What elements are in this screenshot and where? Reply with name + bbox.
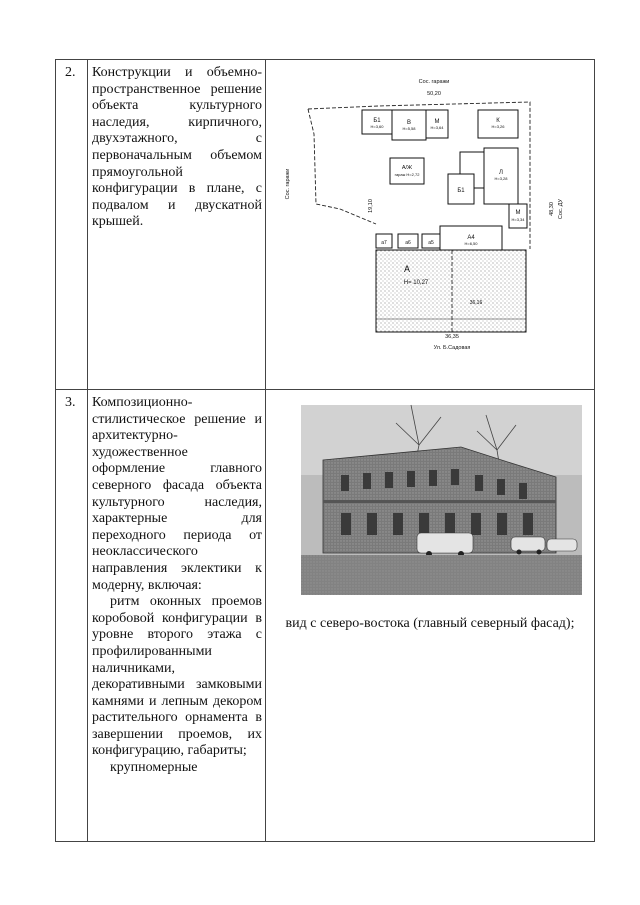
facade-photo <box>301 405 582 595</box>
description-paragraph: Композиционно-стилистическое решение и архитектурно-художественное оформление главного северного фасада объекта культурного наследия, характерные для переходного периода от неоклассического направления эклектики к модерну, включая: <box>92 395 262 593</box>
description-paragraph: ритм оконных проемов коробовой конфигурации в уровне второго этажа с профилированными наличниками, декоративными замковыми камнями и лепным декором растительного орнамента в завершении проемов, их конфигурацию, габариты; <box>92 594 262 759</box>
block-height: Н=3,28 <box>494 176 508 181</box>
big-block-height: Н= 10,27 <box>403 280 429 286</box>
row-number: 3. <box>65 395 76 410</box>
block-label: а7 <box>381 240 387 246</box>
plan-top-dim: 50,20 <box>427 91 441 97</box>
description-paragraph: Конструкции и объемно-пространственное решение объекта культурного наследия, кирпичного, двухэтажного, с первоначальным объемом прямоугольной конфигурации в плане, с подвалом и двускатной крышей. <box>92 65 262 230</box>
block-height: Н=3,64 <box>430 125 444 130</box>
block-label: а5 <box>428 240 434 246</box>
table-divider-image <box>265 59 266 842</box>
block-label: М <box>434 119 440 125</box>
row-description <box>92 65 262 231</box>
description-paragraph: крупномерные <box>110 760 198 776</box>
row-number: 2. <box>65 65 76 80</box>
table-divider-number <box>87 59 88 842</box>
plan-right-dim: 48,30 <box>549 202 555 216</box>
block-label: М <box>515 210 521 216</box>
plan-left-label: Сос. гаражи <box>285 168 291 200</box>
block-height: гараж Н=2,72 <box>394 172 420 177</box>
block-label: В <box>406 120 412 126</box>
block-label: А/Ж <box>401 165 413 171</box>
block-height: Н=3,34 <box>511 217 525 222</box>
big-block-label: А <box>403 264 411 274</box>
plan-bottom-dim: 36,35 <box>445 334 459 340</box>
site-plan-drawing <box>285 74 570 354</box>
block-label: Б1 <box>457 188 465 194</box>
row-description <box>92 395 262 777</box>
plan-inner-dim: 36,16 <box>469 300 483 306</box>
photo-caption: вид с северо-востока (главный северный фасад); <box>285 616 575 631</box>
block-label: а6 <box>405 240 411 246</box>
block-height: Н=3,26 <box>491 124 505 129</box>
table-row-separator <box>55 389 595 390</box>
block-height: Н=6,50 <box>464 241 478 246</box>
block-height: Н=5,58 <box>402 126 416 131</box>
plan-street-label: Ул. Б.Садовая <box>433 345 471 351</box>
plan-top-label: Сос. гаражи <box>418 79 450 85</box>
block-label: К <box>496 118 500 124</box>
plan-right-label: Сос. ДУ <box>558 198 564 220</box>
plan-left-dim: 19,10 <box>368 199 374 213</box>
block-height: Н=3,60 <box>370 124 384 129</box>
block-label: Б1 <box>373 118 381 124</box>
block-label: Л <box>499 170 503 176</box>
block-label: А4 <box>467 235 475 241</box>
